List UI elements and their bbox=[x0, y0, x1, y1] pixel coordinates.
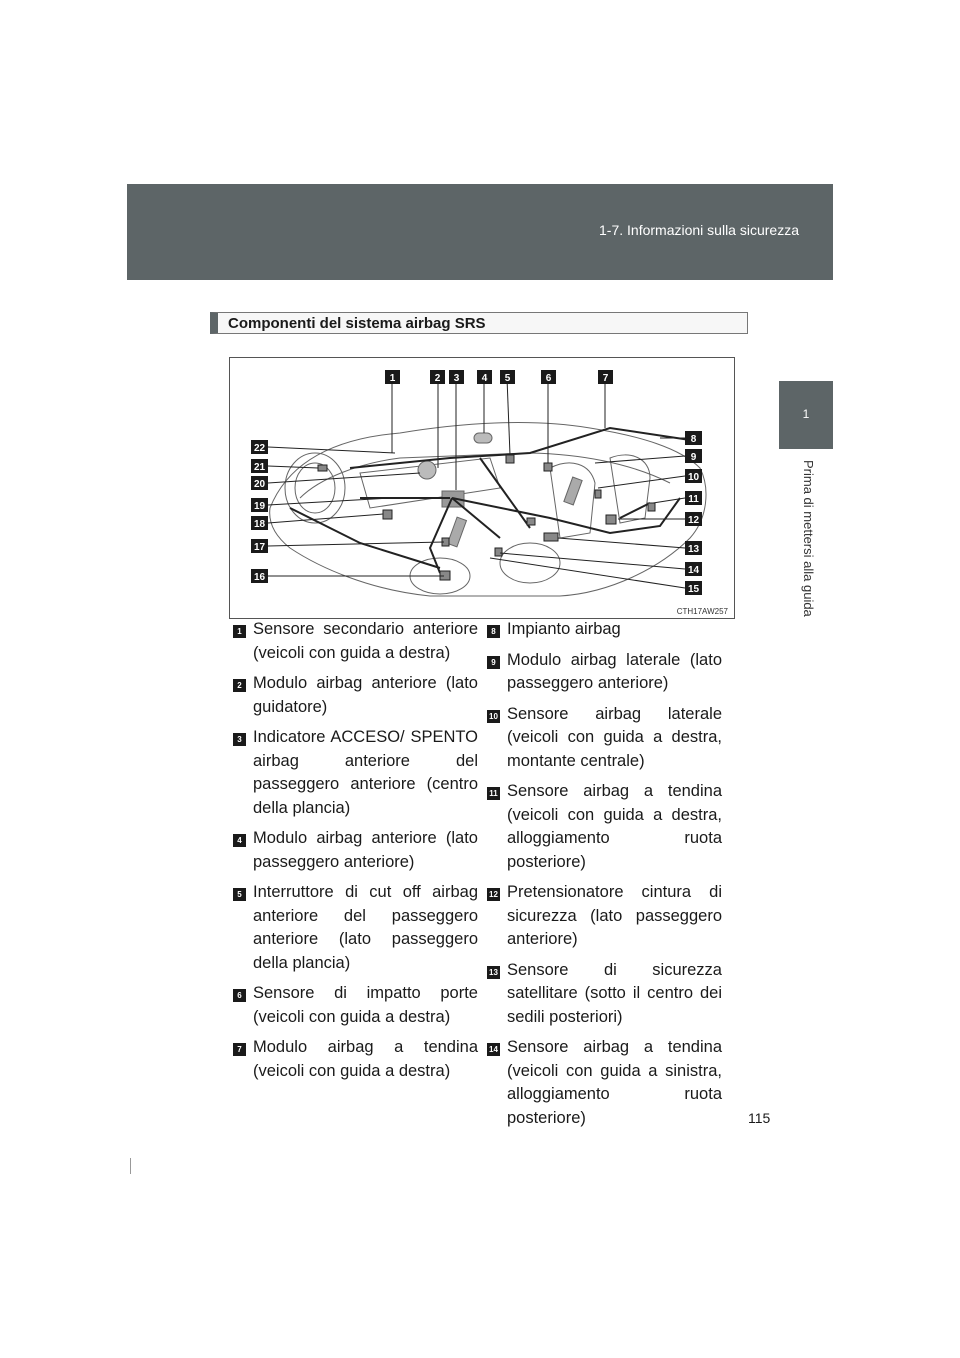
callout-10: 10 bbox=[687, 472, 700, 483]
item-text: Sensore di impatto porte (veicoli con guida a destra) bbox=[253, 984, 478, 1026]
airbag-diagram bbox=[229, 357, 735, 619]
chapter-tab bbox=[779, 381, 833, 449]
list-item bbox=[487, 649, 722, 696]
list-item bbox=[487, 618, 722, 642]
item-text: Modulo airbag a tendina (veicoli con guida a destra) bbox=[253, 1038, 478, 1080]
list-item bbox=[233, 881, 478, 975]
list-item bbox=[233, 982, 478, 1029]
list-item bbox=[487, 1036, 722, 1130]
list-item bbox=[233, 618, 478, 665]
callout-8: 8 bbox=[690, 434, 697, 445]
callout-12: 12 bbox=[687, 515, 700, 526]
item-number-badge: 13 bbox=[487, 966, 500, 979]
callout-3: 3 bbox=[453, 373, 460, 384]
callout-16: 16 bbox=[253, 572, 266, 583]
item-number-badge: 2 bbox=[233, 679, 246, 692]
callout-7: 7 bbox=[602, 373, 609, 384]
list-item bbox=[487, 703, 722, 774]
item-text: Impianto airbag bbox=[507, 620, 621, 638]
list-item bbox=[233, 827, 478, 874]
figure-code: CTH17AW257 bbox=[676, 607, 728, 616]
page-number: 115 bbox=[748, 1110, 771, 1126]
header-title: 1-7. Informazioni sulla sicurezza bbox=[599, 222, 799, 238]
callout-17: 17 bbox=[253, 542, 266, 553]
list-item bbox=[233, 726, 478, 820]
item-number-badge: 9 bbox=[487, 656, 500, 669]
section-title: Componenti del sistema airbag SRS bbox=[210, 312, 748, 334]
component-list-right bbox=[487, 618, 722, 1137]
item-text: Interruttore di cut off airbag anteriore del passeggero anteriore (lato passeggero della plancia) bbox=[253, 883, 478, 972]
item-number-badge: 14 bbox=[487, 1043, 500, 1056]
callout-9: 9 bbox=[690, 452, 697, 463]
item-number-badge: 12 bbox=[487, 888, 500, 901]
callout-1: 1 bbox=[389, 373, 396, 384]
item-number-badge: 10 bbox=[487, 710, 500, 723]
callout-18: 18 bbox=[253, 519, 266, 530]
callout-6: 6 bbox=[545, 373, 552, 384]
item-number-badge: 1 bbox=[233, 625, 246, 638]
chapter-header-bar bbox=[127, 184, 833, 280]
callout-21: 21 bbox=[253, 462, 266, 473]
component-list-left bbox=[233, 618, 478, 1090]
item-text: Sensore secondario anteriore (veicoli con guida a destra) bbox=[253, 620, 478, 662]
callout-22: 22 bbox=[253, 443, 266, 454]
list-item bbox=[487, 881, 722, 952]
item-text: Sensore airbag laterale (veicoli con guida a destra, montante centrale) bbox=[507, 704, 722, 770]
list-item bbox=[487, 780, 722, 874]
item-number-badge: 3 bbox=[233, 733, 246, 746]
callout-13: 13 bbox=[687, 544, 700, 555]
item-text: Sensore airbag a tendina (veicoli con guida a destra, alloggiamento ruota posteriore) bbox=[507, 782, 722, 871]
item-text: Pretensionatore cintura di sicurezza (lato passeggero anteriore) bbox=[507, 883, 722, 948]
item-number-badge: 7 bbox=[233, 1043, 246, 1056]
item-text: Sensore airbag a tendina (veicoli con guida a sinistra, alloggiamento ruota posteriore) bbox=[507, 1038, 722, 1127]
item-text: Modulo airbag anteriore (lato passeggero anteriore) bbox=[253, 829, 478, 871]
item-number-badge: 5 bbox=[233, 888, 246, 901]
margin-mark bbox=[130, 1158, 131, 1174]
item-number-badge: 8 bbox=[487, 625, 500, 638]
callout-4: 4 bbox=[481, 373, 488, 384]
callout-11: 11 bbox=[688, 494, 699, 505]
list-item bbox=[233, 1036, 478, 1083]
callout-14: 14 bbox=[687, 565, 700, 576]
callout-5: 5 bbox=[504, 373, 511, 384]
chapter-number: 1 bbox=[802, 407, 810, 421]
item-text: Indicatore ACCESO/ SPENTO airbag anteriore del passeggero anteriore (centro della plancia) bbox=[253, 728, 478, 817]
car-illustration bbox=[230, 358, 734, 618]
chapter-label: Prima di mettersi alla guida bbox=[801, 460, 816, 617]
callout-19: 19 bbox=[253, 501, 266, 512]
item-number-badge: 11 bbox=[487, 787, 500, 800]
item-text: Modulo airbag laterale (lato passeggero anteriore) bbox=[507, 650, 722, 692]
item-text: Sensore di sicurezza satellitare (sotto il centro dei sedili posteriori) bbox=[507, 960, 722, 1026]
callout-2: 2 bbox=[434, 373, 441, 384]
callout-15: 15 bbox=[687, 584, 700, 595]
item-number-badge: 4 bbox=[233, 834, 246, 847]
list-item bbox=[487, 959, 722, 1030]
callout-20: 20 bbox=[253, 479, 266, 490]
item-text: Modulo airbag anteriore (lato guidatore) bbox=[253, 674, 478, 716]
item-number-badge: 6 bbox=[233, 989, 246, 1002]
list-item bbox=[233, 672, 478, 719]
